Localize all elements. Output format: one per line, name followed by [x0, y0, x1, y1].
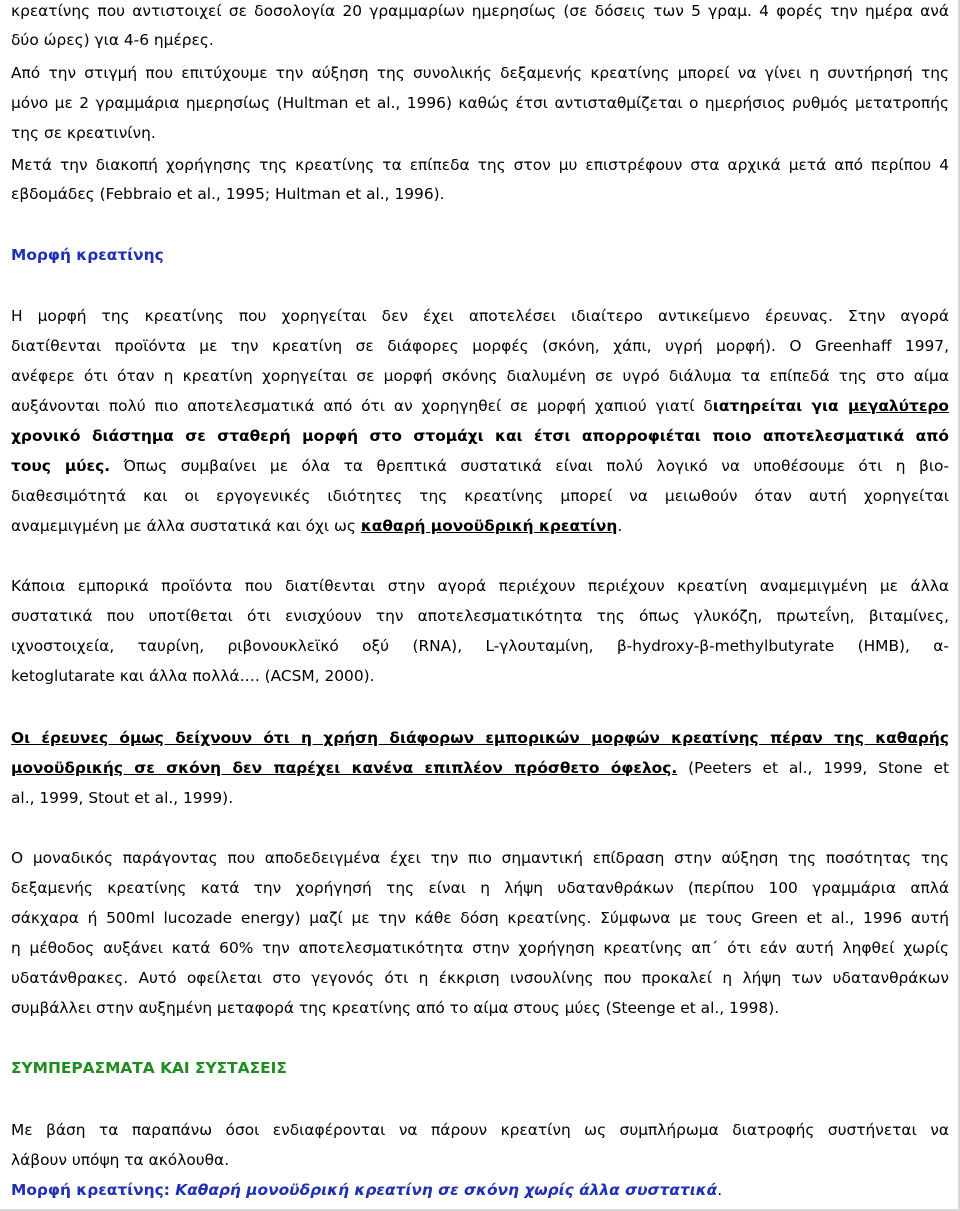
paragraph-line: al., 1999, Stout et al., 1999).: [11, 789, 234, 807]
paragraph-line: ιχνοστοιχεία, ταυρίνη, ριβονουκλεϊκό οξύ (RNA), L-γλουταμίνη, β-hydroxy-β-methylbutyrate (HMB), α-: [11, 637, 949, 655]
conclusions-heading: ΣΥΜΠΕΡΑΣΜΑΤΑ ΚΑΙ ΣΥΣΤΑΣΕΙΣ: [11, 1059, 287, 1077]
paragraph-line: διαθεσιμότητά και οι εργογενικές ιδιότητες της κρεατίνης μπορεί να μειωθούν όταν αυτή χορηγείται: [11, 487, 949, 505]
paragraph-line: σάκχαρα ή 500ml lucozade energy) μαζί με την κάθε δόση κρεατίνης. Σύμφωνα με τους Green et al., 1996 αυτή: [11, 909, 949, 927]
paragraph-line: δεξαμενής κρεατίνης κατά την χορήγησή της είναι η λήψη υδατανθράκων (περίπου 100 γραμμάρια απλά: [11, 879, 949, 897]
paragraph-line: Η μορφή της κρεατίνης που χορηγείται δεν έχει αποτελέσει ιδιαίτερο αντικείμενο έρευνας. Στην αγορά: [11, 307, 949, 325]
paragraph-line: δύο ώρες) για 4-6 ημέρες.: [11, 31, 214, 49]
section-heading: Μορφή κρεατίνης: [11, 246, 164, 264]
paragraph-line: λάβουν υπόψη τα ακόλουθα.: [11, 1151, 230, 1169]
recommendation-line: Μορφή κρεατίνης: Καθαρή μονοϋδρική κρεατίνη σε σκόνη χωρίς άλλα συστατικά.: [11, 1181, 723, 1199]
paragraph-line: ανέφερε ότι όταν η κρεατίνη χορηγείται σε μορφή σκόνης διαλυμένη σε υγρό διάλυμα τα επίπεδά της στο αίμα: [11, 367, 949, 385]
paragraph-line: μόνο με 2 γραμμάρια ημερησίως (Hultman et al., 1996) καθώς έτσι αντισταθμίζεται ο ημερήσιος ρυθμός μετατροπής: [11, 94, 949, 112]
paragraph-line: αναμεμιγμένη με άλλα συστατικά και όχι ως καθαρή μονοϋδρική κρεατίνη.: [11, 517, 623, 535]
paragraph-line: της σε κρεατινίνη.: [11, 124, 156, 142]
paragraph-line: συστατικά που υποτίθεται ότι ενισχύουν την αποτελεσματικότητα της όπως γλυκόζη, πρωτεΐνη, βιταμίνες,: [11, 607, 949, 625]
paragraph-line: διατίθενται προϊόντα με την κρεατίνη σε διάφορες μορφές (σκόνη, χάπι, υγρή μορφή). Ο Greenhaff 1997,: [11, 337, 949, 355]
paragraph-line: τους μύες. Όπως συμβαίνει με όλα τα θρεπτικά συστατικά είναι πολύ λογικό να υποθέσουμε ότι η βιο-: [11, 457, 949, 475]
paragraph-line: Κάποια εμπορικά προϊόντα που διατίθενται στην αγορά περιέχουν περιέχουν κρεατίνη αναμεμιγμένη με άλλα: [11, 577, 949, 595]
paragraph-line: μονοϋδρικής σε σκόνη δεν παρέχει κανένα επιπλέον πρόσθετο όφελος. (Peeters et al., 1999, Stone et: [11, 759, 949, 777]
paragraph-line: κρεατίνης που αντιστοιχεί σε δοσολογία 20 γραμμαρίων ημερησίως (σε δόσεις των 5 γραμ. 4 φορές την ημέρα ανά: [11, 2, 949, 20]
paragraph-line: χρονικό διάστημα σε σταθερή μορφή στο στομάχι και έτσι απορροφιέται ποιο αποτελεσματικά από: [11, 427, 949, 445]
paragraph-line: Οι έρευνες όμως δείχνουν ότι η χρήση διάφορων εμπορικών μορφών κρεατίνης πέραν της καθαρής: [11, 729, 949, 747]
paragraph-line: η μέθοδος αυξάνει κατά 60% την αποτελεσματικότητα στην χορήγηση κρεατίνης απ΄ ότι εάν αυτή ληφθεί χωρίς: [11, 939, 949, 957]
paragraph-line: αυξάνονται πολύ πιο αποτελεσματικά από ότι αν χορηγηθεί σε μορφή χαπιού γιατί διατηρείται για μεγαλύτερο: [11, 397, 949, 415]
paragraph-line: υδατάνθρακες. Αυτό οφείλεται στο γεγονός ότι η έκκριση ινσουλίνης που προκαλεί η λήψη των υδατανθράκων: [11, 969, 949, 987]
paragraph-line: Από την στιγμή που επιτύχουμε την αύξηση της συνολικής δεξαμενής κρεατίνης μπορεί να γίνει η συντήρησή της: [11, 64, 949, 82]
paragraph-line: Με βάση τα παραπάνω όσοι ενδιαφέρονται να πάρουν κρεατίνη ως συμπλήρωμα διατροφής συστήνεται να: [11, 1121, 949, 1139]
paragraph-line: εβδομάδες (Febbraio et al., 1995; Hultman et al., 1996).: [11, 185, 445, 203]
paragraph-line: συμβάλλει στην αυξημένη μεταφορά της κρεατίνης από το αίμα στους μύες (Steenge et al., 1998).: [11, 999, 780, 1017]
paragraph-line: Μετά την διακοπή χορήγησης της κρεατίνης τα επίπεδα της στον μυ επιστρέφουν στα αρχικά μετά από περίπου 4: [11, 156, 949, 174]
paragraph-line: ketoglutarate και άλλα πολλά…. (ACSM, 2000).: [11, 667, 375, 685]
paragraph-line: Ο μοναδικός παράγοντας που αποδεδειγμένα έχει την πιο σημαντική επίδραση στην αύξηση της ποσότητας της: [11, 849, 949, 867]
